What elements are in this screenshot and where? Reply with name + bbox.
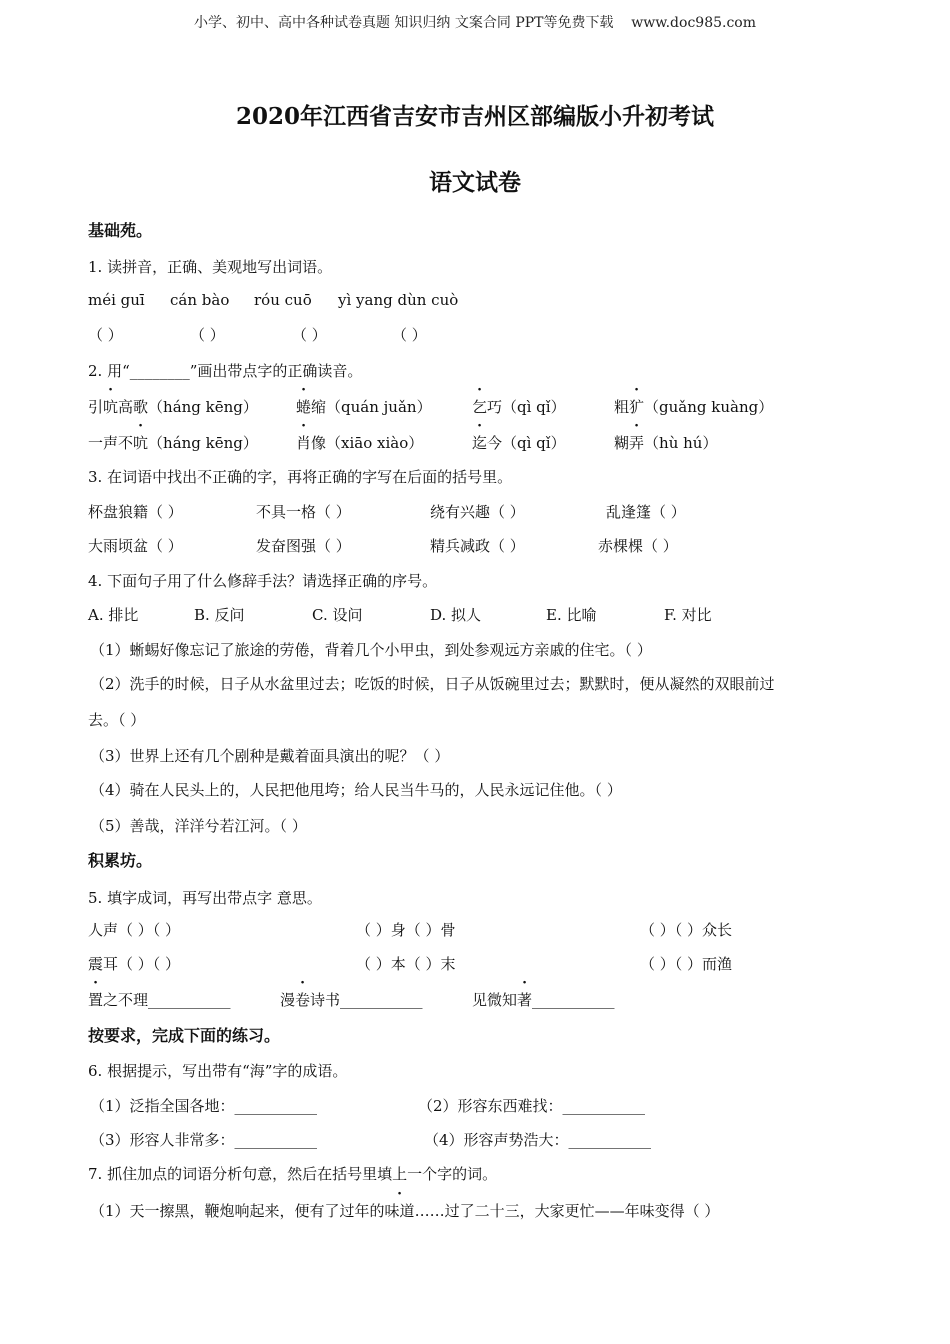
question-6-stem: 6. 根据提示，写出带有“海”字的成语。 xyxy=(88,1062,348,1080)
section-heading-practice: 按要求，完成下面的练习。 xyxy=(88,1026,281,1045)
option-c: C. 设问 xyxy=(312,606,363,624)
option-d: D. 拟人 xyxy=(430,606,482,624)
word-item: 迄今（qì qǐ） xyxy=(472,434,566,452)
idiom-prompt: （1）泛指全国各地：___________ xyxy=(90,1097,318,1115)
word-item: 一声不吭（háng kēng） xyxy=(88,434,258,452)
word-item: 乱逢篷（ ） xyxy=(606,503,686,521)
sentence-2-cont: 去。（ ） xyxy=(88,711,146,729)
page-title: 2020年江西省吉安市吉州区部编版小升初考试 xyxy=(235,103,714,130)
meaning-item: 见微知著___________ xyxy=(472,991,615,1009)
answer-blank[interactable]: （ ） xyxy=(88,326,123,344)
option-f: F. 对比 xyxy=(664,606,712,624)
question-7-stem: 7. 抓住加点的词语分析句意，然后在括号里填上一个字的词。 xyxy=(88,1165,498,1183)
word-item: 精兵减政（ ） xyxy=(430,537,525,555)
word-item: 发奋图强（ ） xyxy=(256,537,351,555)
option-b: B. 反问 xyxy=(194,606,245,624)
idiom-prompt: （2）形容东西难找：___________ xyxy=(418,1097,646,1115)
fill-item: （ ）（ ）而渔 xyxy=(640,955,733,973)
idiom-prompt: （3）形容人非常多：___________ xyxy=(90,1131,318,1149)
section-heading-basic: 基础苑。 xyxy=(88,221,153,240)
answer-blank[interactable]: （ ） xyxy=(392,326,427,344)
word-item: 杯盘狼籍（ ） xyxy=(88,503,183,521)
pinyin-4: yì yang dùn cuò xyxy=(338,291,459,309)
page-subtitle: 语文试卷 xyxy=(429,169,521,196)
meaning-item: 漫卷诗书___________ xyxy=(280,991,423,1009)
question-4-stem: 4. 下面句子用了什么修辞手法？请选择正确的序号。 xyxy=(88,572,438,590)
sentence-3: （3）世界上还有几个剧种是戴着面具演出的呢？（ ） xyxy=(90,747,450,765)
question-2-stem: 2. 用“________”画出带点字的正确读音。 xyxy=(88,362,363,380)
option-e: E. 比喻 xyxy=(546,606,597,624)
sentence-2: （2）洗手的时候，日子从水盆里过去；吃饭的时候，日子从饭碗里过去；默默时，便从凝然的双眼前过 xyxy=(90,675,775,693)
answer-blank[interactable]: （ ） xyxy=(292,326,327,344)
fill-item: （ ）本（ ）末 xyxy=(356,955,456,973)
question-5-stem: 5. 填字成词，再写出带点字 意思。 xyxy=(88,889,322,907)
page-header: 小学、初中、高中各种试卷真题 知识归纳 文案合同 PPT等免费下载 www.doc985.com xyxy=(193,15,756,31)
option-a: A. 排比 xyxy=(88,606,139,624)
word-item: 大雨顷盆（ ） xyxy=(88,537,183,555)
sentence-5: （5）善哉，洋洋兮若江河。（ ） xyxy=(90,817,307,835)
meaning-item: 置之不理___________ xyxy=(88,991,231,1009)
word-item: 蜷缩（quán juǎn） xyxy=(296,398,432,416)
sentence-4: （4）骑在人民头上的，人民把他甩垮；给人民当牛马的，人民永远记住他。（ ） xyxy=(90,781,622,799)
pinyin-3: róu cuō xyxy=(254,291,312,309)
sentence-7-1: （1）天一擦黑，鞭炮响起来，便有了过年的味道……过了二十三，大家更忙——年味变得（ ） xyxy=(90,1202,720,1220)
fill-item: （ ）身（ ）骨 xyxy=(356,921,456,939)
sentence-1: （1）蜥蜴好像忘记了旅途的劳倦，背着几个小甲虫，到处参观远方亲戚的住宅。（ ） xyxy=(90,641,652,659)
word-item: 糊弄（hù hú） xyxy=(614,434,718,452)
word-item: 绕有兴趣（ ） xyxy=(430,503,525,521)
word-item: 赤棵棵（ ） xyxy=(598,537,678,555)
question-3-stem: 3. 在词语中找出不正确的字，再将正确的字写在后面的括号里。 xyxy=(88,468,513,486)
idiom-prompt: （4）形容声势浩大：___________ xyxy=(424,1131,652,1149)
word-item: 肖像（xiāo xiào） xyxy=(296,434,424,452)
pinyin-2: cán bào xyxy=(170,291,230,309)
word-item: 乞巧（qì qǐ） xyxy=(472,398,566,416)
word-item: 不具一格（ ） xyxy=(256,503,351,521)
answer-blank[interactable]: （ ） xyxy=(190,326,225,344)
word-item: 粗犷（guǎng kuàng） xyxy=(614,398,774,416)
word-item: 引吭高歌（háng kēng） xyxy=(88,398,258,416)
question-1-stem: 1. 读拼音，正确、美观地写出词语。 xyxy=(88,258,333,276)
pinyin-1: méi guī xyxy=(88,291,145,309)
fill-item: 人声（ ）（ ） xyxy=(88,921,181,939)
section-heading-accumulate: 积累坊。 xyxy=(88,851,153,870)
fill-item: 震耳（ ）（ ） xyxy=(88,955,181,973)
fill-item: （ ）（ ）众长 xyxy=(640,921,733,939)
